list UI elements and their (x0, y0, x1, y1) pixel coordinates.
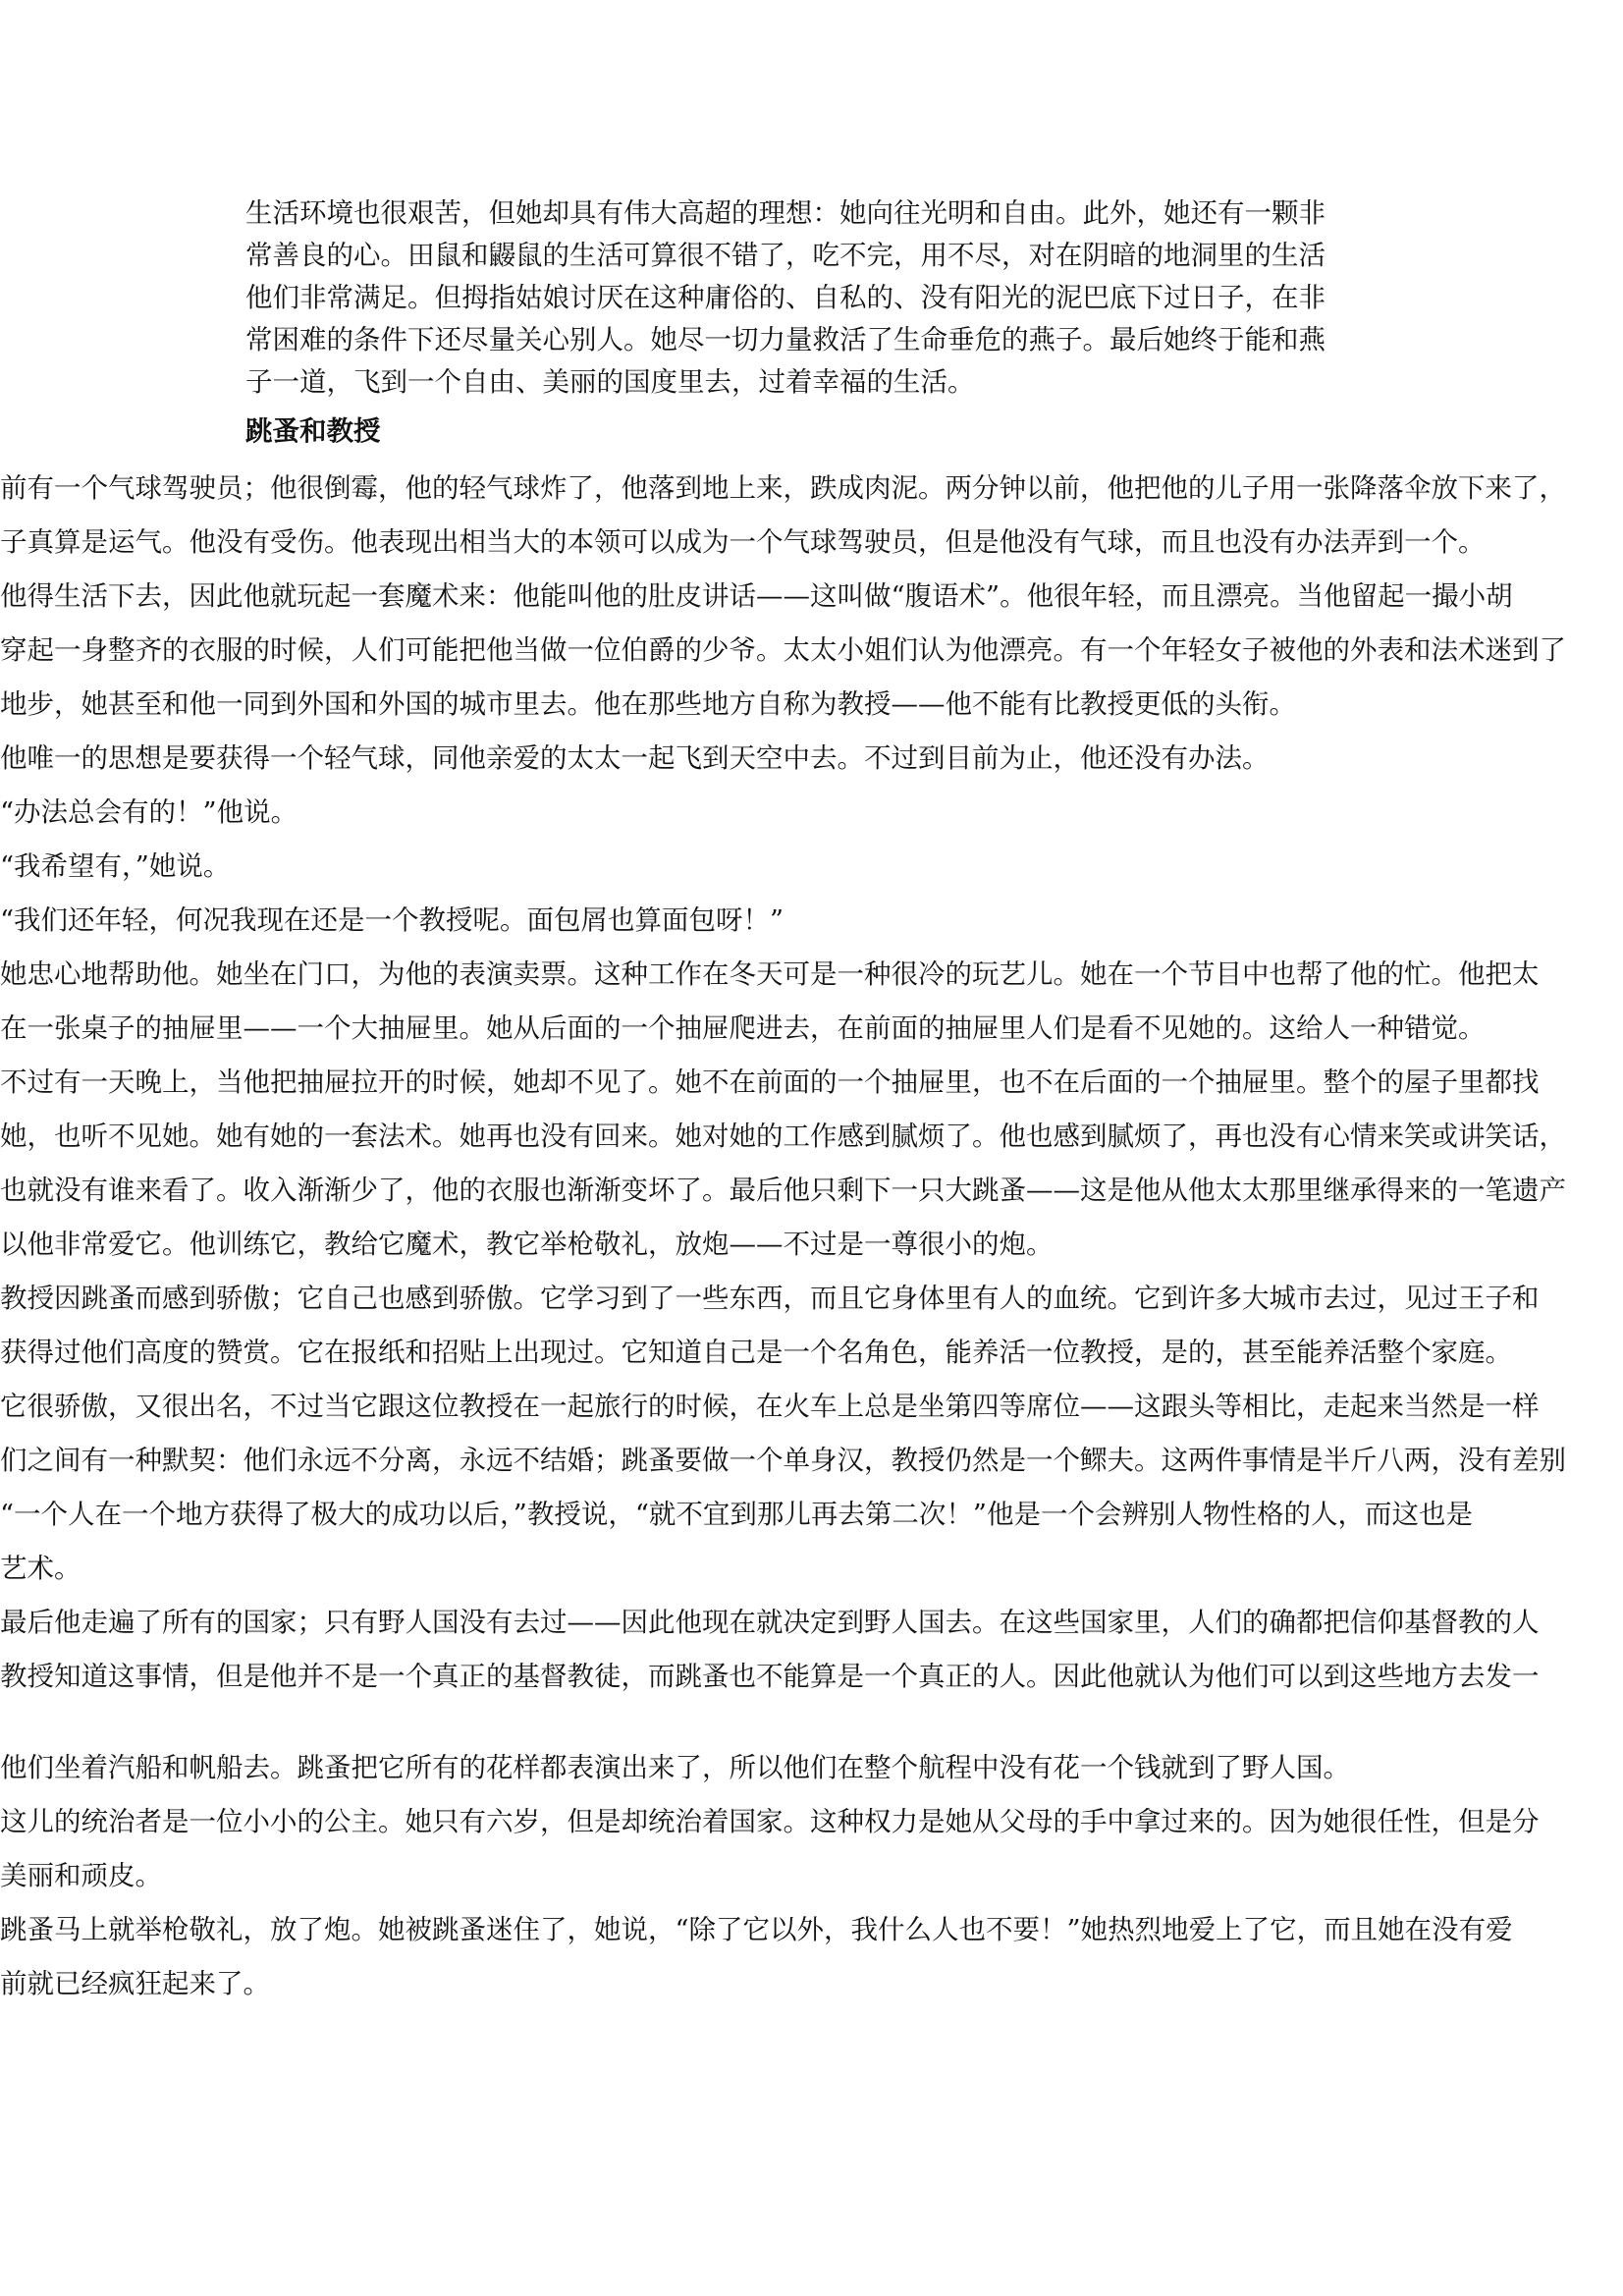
text-line: 教授知道这事情，但是他并不是一个真正的基督教徒，而跳蚤也不能算是一个真正的人。因此他就认为他们可以到这些地方去发一 (0, 1661, 1540, 1692)
text-line: 在一张桌子的抽屉里——一个大抽屉里。她从后面的一个抽屉爬进去，在前面的抽屉里人们是看不见她的。这给人一种错觉。 (0, 1012, 1486, 1044)
text-line: 不过有一天晚上，当他把抽屉拉开的时候，她却不见了。她不在前面的一个抽屉里，也不在后面的一个抽屉里。整个的屋子里都找 (0, 1066, 1540, 1098)
text-line: 美丽和顽皮。 (0, 1860, 162, 1891)
story-paragraph (0, 462, 1623, 570)
text-line: “一个人在一个地方获得了极大的成功以后，”教授说，“就不宜到那儿再去第二次！”他是一个会辨别人物性格的人，而这也是 (0, 1499, 1473, 1530)
text-line: 他唯一的思想是要获得一个轻气球，同他亲爱的太太一起飞到天空中去。不过到目前为止，他还没有办法。 (0, 742, 1270, 774)
text-line: 也就没有谁来看了。收入渐渐少了，他的衣服也渐渐变坏了。最后他只剩下一只大跳蚤——这是他从他太太那里继承得来的一笔遗产 (0, 1175, 1566, 1206)
text-line: 这儿的统治者是一位小小的公主。她只有六岁，但是却统治着国家。这种权力是她从父母的手中拿过来的。因为她很任性，但是分 (0, 1806, 1540, 1837)
text-line: 子真算是运气。他没有受伤。他表现出相当大的本领可以成为一个气球驾驶员，但是他没有气球，而且也没有办法弄到一个。 (0, 526, 1486, 558)
text-line: 前就已经疯狂起来了。 (0, 1968, 270, 1999)
text-line: 最后他走遍了所有的国家；只有野人国没有去过——因此他现在就决定到野人国去。在这些国家里，人们的确都把信仰基督教的人 (0, 1607, 1540, 1638)
intro-paragraph (245, 192, 1384, 404)
text-line: 以他非常爱它。他训练它，教给它魔术，教它举枪敬礼，放炮——不过是一尊很小的炮。 (0, 1229, 1054, 1260)
text-line: 它很骄傲，又很出名，不过当它跟这位教授在一起旅行的时候，在火车上总是坐第四等席位——这跟头等相比，走起来当然是一样 (0, 1391, 1540, 1422)
story-paragraph (0, 1488, 1623, 1596)
text-line: 常善良的心。田鼠和鼹鼠的生活可算很不错了，吃不完，用不尽，对在阴暗的地洞里的生活 (245, 240, 1325, 271)
story-paragraph (0, 732, 1623, 786)
text-line: “办法总会有的！”他说。 (0, 796, 298, 828)
text-line: 前有一个气球驾驶员；他很倒霉，他的轻气球炸了，他落到地上来，跌成肉泥。两分钟以前，他把他的儿子用一张降落伞放下来了， (0, 472, 1566, 504)
text-line: “我希望有，”她说。 (0, 850, 231, 882)
text-line: 生活环境也很艰苦，但她却具有伟大高超的理想：她向往光明和自由。此外，她还有一颗非 (245, 197, 1325, 229)
text-line: 常困难的条件下还尽量关心别人。她尽一切力量救活了生命垂危的燕子。最后她终于能和燕 (245, 324, 1325, 355)
story-paragraph (0, 1272, 1623, 1380)
text-line: 她，也听不见她。她有她的一套法术。她再也没有回来。她对她的工作感到腻烦了。他也感到腻烦了，再也没有心情来笑或讲笑话， (0, 1121, 1566, 1152)
section-title: 跳蚤和教授 (245, 415, 381, 447)
paragraph-gap (0, 1704, 1623, 1741)
text-line: 穿起一身整齐的衣服的时候，人们可能把他当做一位伯爵的少爷。太太小姐们认为他漂亮。有一个年轻女子被他的外表和法术迷到了 (0, 634, 1566, 666)
story-paragraph (0, 1741, 1623, 1795)
story-paragraph (0, 1903, 1623, 2011)
story-body (0, 462, 1623, 2011)
text-line: 获得过他们高度的赞赏。它在报纸和招贴上出现过。它知道自己是一个名角色，能养活一位教授，是的，甚至能养活整个家庭。 (0, 1337, 1512, 1368)
story-paragraph (0, 1596, 1623, 1704)
text-line: 地步，她甚至和他一同到外国和外国的城市里去。他在那些地方自称为教授——他不能有比教授更低的头衔。 (0, 688, 1296, 720)
story-paragraph (0, 1056, 1623, 1272)
text-line: 他们非常满足。但拇指姑娘讨厌在这种庸俗的、自私的、没有阳光的泥巴底下过日子，在非 (245, 282, 1325, 313)
text-line: 他们坐着汽船和帆船去。跳蚤把它所有的花样都表演出来了，所以他们在整个航程中没有花一个钱就到了野人国。 (0, 1752, 1350, 1783)
text-line: 艺术。 (0, 1553, 81, 1584)
text-line: “我们还年轻，何况我现在还是一个教授呢。面包屑也算面包呀！” (0, 904, 784, 936)
story-paragraph (0, 840, 1623, 894)
story-paragraph (0, 786, 1623, 840)
text-line: 他得生活下去，因此他就玩起一套魔术来：他能叫他的肚皮讲话——这叫做“腹语术”。他很年轻，而且漂亮。当他留起一撮小胡 (0, 580, 1513, 612)
text-line: 跳蚤马上就举枪敬礼，放了炮。她被跳蚤迷住了，她说，“除了它以外，我什么人也不要！”她热烈地爱上了它，而且她在没有爱 (0, 1914, 1513, 1945)
text-line: 教授因跳蚤而感到骄傲；它自己也感到骄傲。它学习到了一些东西，而且它身体里有人的血统。它到许多大城市去过，见过王子和 (0, 1283, 1540, 1314)
story-paragraph (0, 570, 1623, 732)
text-line: 她忠心地帮助他。她坐在门口，为他的表演卖票。这种工作在冬天可是一种很冷的玩艺儿。她在一个节目中也帮了他的忙。他把太 (0, 958, 1540, 990)
text-line: 子一道，飞到一个自由、美丽的国度里去，过着幸福的生活。 (245, 366, 975, 398)
story-paragraph (0, 1380, 1623, 1488)
story-paragraph (0, 948, 1623, 1056)
story-paragraph (0, 1795, 1623, 1903)
text-line: 们之间有一种默契：他们永远不分离，永远不结婚；跳蚤要做一个单身汉，教授仍然是一个鳏夫。这两件事情是半斤八两，没有差别 (0, 1445, 1566, 1476)
story-paragraph (0, 894, 1623, 948)
